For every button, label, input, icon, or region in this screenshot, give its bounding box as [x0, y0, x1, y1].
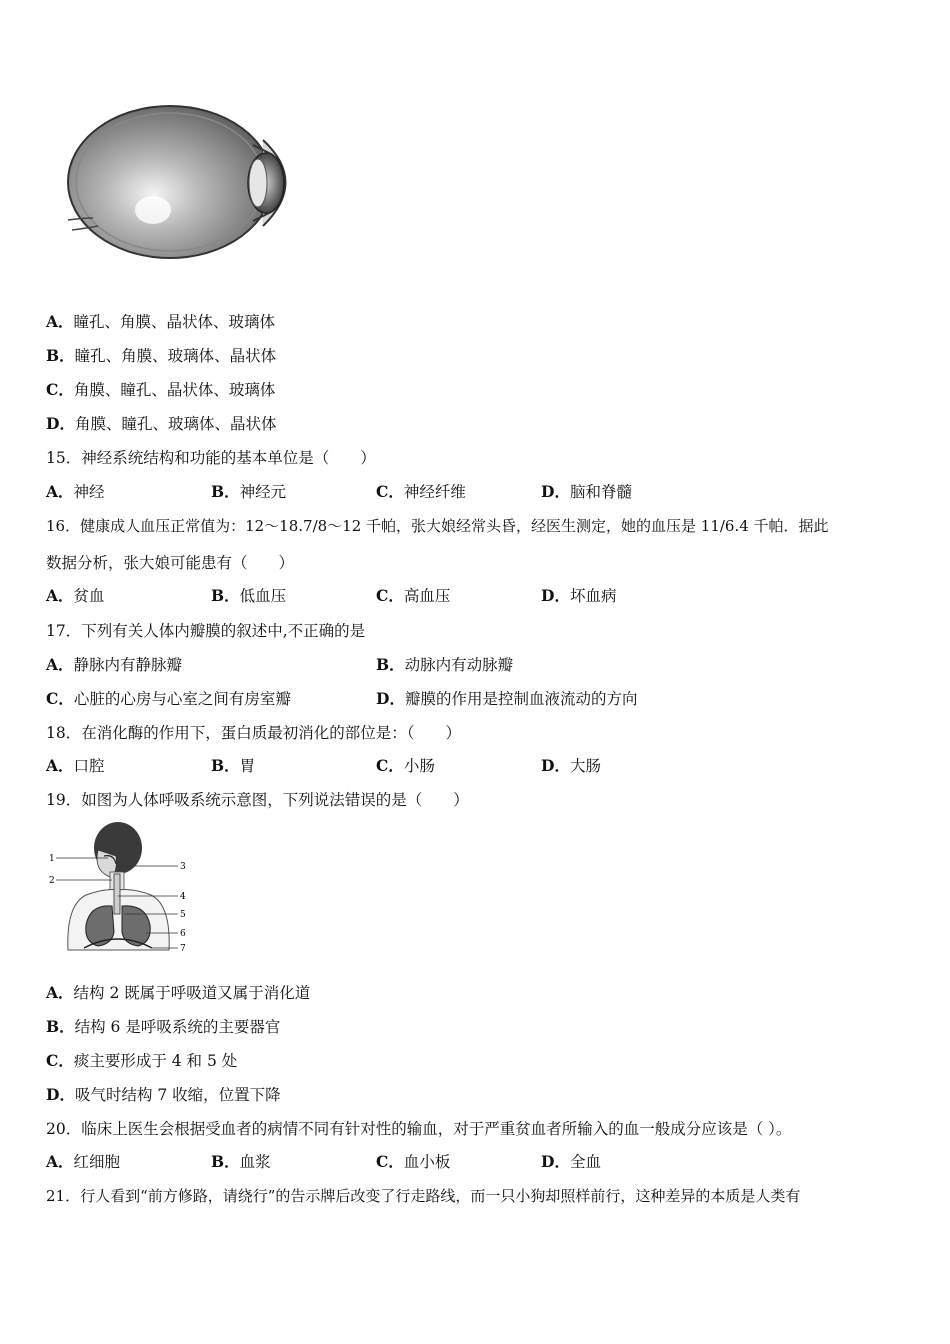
respiratory-system-diagram [46, 820, 191, 960]
q14-option-a[interactable]: A．瞳孔、角膜、晶状体、玻璃体 [46, 312, 276, 331]
q20-option-b[interactable]: B．血浆 [211, 1152, 271, 1171]
q16-stem-line1: 16．健康成人血压正常值为：12～18.7/8～12 千帕，张大娘经常头昏，经医生测定，她的血压是 11/6.4 千帕．据此 [46, 517, 829, 535]
q18-option-d[interactable]: D．大肠 [541, 756, 601, 775]
q18-option-a[interactable]: A．口腔 [46, 756, 105, 775]
q16-option-d[interactable]: D．坏血病 [541, 586, 617, 605]
q17-option-a[interactable]: A．静脉内有静脉瓣 [46, 655, 183, 674]
q20-options [46, 1152, 906, 1172]
q20-option-a[interactable]: A．红细胞 [46, 1152, 121, 1171]
q14-option-d[interactable]: D．角膜、瞳孔、玻璃体、晶状体 [46, 414, 277, 433]
q15-option-a[interactable]: A．神经 [46, 482, 105, 501]
q18-stem: 18．在消化酶的作用下，蛋白质最初消化的部位是：（ ） [46, 724, 461, 742]
label-3: 3 [180, 862, 186, 872]
q16-option-c[interactable]: C．高血压 [376, 586, 451, 605]
q17-options-row2 [46, 689, 906, 709]
q16-option-a[interactable]: A．贫血 [46, 586, 105, 605]
q15-options [46, 482, 906, 502]
label-4: 4 [180, 892, 186, 902]
label-6: 6 [180, 929, 186, 939]
q19-option-a[interactable]: A．结构 2 既属于呼吸道又属于消化道 [46, 983, 311, 1002]
q17-option-c[interactable]: C．心脏的心房与心室之间有房室瓣 [46, 689, 291, 708]
label-7: 7 [180, 944, 186, 954]
q21-stem: 21．行人看到“前方修路，请绕行”的告示牌后改变了行走路线，而一只小狗却照样前行，这种差异的本质是人类有 [46, 1187, 801, 1205]
q14-option-c[interactable]: C．角膜、瞳孔、晶状体、玻璃体 [46, 380, 276, 399]
label-5: 5 [180, 910, 186, 920]
eyeball-diagram [58, 100, 313, 270]
q17-stem: 17．下列有关人体内瓣膜的叙述中,不正确的是 [46, 622, 366, 640]
q15-option-b[interactable]: B．神经元 [211, 482, 287, 501]
label-2: 2 [49, 876, 55, 886]
q16-stem-line2: 数据分析，张大娘可能患有（ ） [46, 554, 295, 572]
q17-option-d[interactable]: D．瓣膜的作用是控制血液流动的方向 [376, 689, 638, 708]
q16-option-b[interactable]: B．低血压 [211, 586, 287, 605]
q18-option-b[interactable]: B．胃 [211, 756, 256, 775]
label-1: 1 [49, 854, 55, 864]
q19-option-b[interactable]: B．结构 6 是呼吸系统的主要器官 [46, 1017, 281, 1036]
q20-option-c[interactable]: C．血小板 [376, 1152, 451, 1171]
q17-options-row1 [46, 655, 906, 675]
q19-option-c[interactable]: C．痰主要形成于 4 和 5 处 [46, 1051, 238, 1070]
q15-option-d[interactable]: D．脑和脊髓 [541, 482, 632, 501]
q20-option-d[interactable]: D．全血 [541, 1152, 601, 1171]
q15-stem: 15．神经系统结构和功能的基本单位是（ ） [46, 449, 376, 467]
q18-option-c[interactable]: C．小肠 [376, 756, 435, 775]
q17-option-b[interactable]: B．动脉内有动脉瓣 [376, 655, 514, 674]
q20-stem: 20．临床上医生会根据受血者的病情不同有针对性的输血，对于严重贫血者所输入的血一般成分应该是（ ）。 [46, 1120, 792, 1138]
q16-options [46, 586, 906, 606]
q18-options [46, 756, 906, 776]
q14-option-b[interactable]: B．瞳孔、角膜、玻璃体、晶状体 [46, 346, 277, 365]
q19-stem: 19．如图为人体呼吸系统示意图，下列说法错误的是（ ） [46, 791, 469, 809]
q19-option-d[interactable]: D．吸气时结构 7 收缩，位置下降 [46, 1085, 281, 1104]
q15-option-c[interactable]: C．神经纤维 [376, 482, 466, 501]
